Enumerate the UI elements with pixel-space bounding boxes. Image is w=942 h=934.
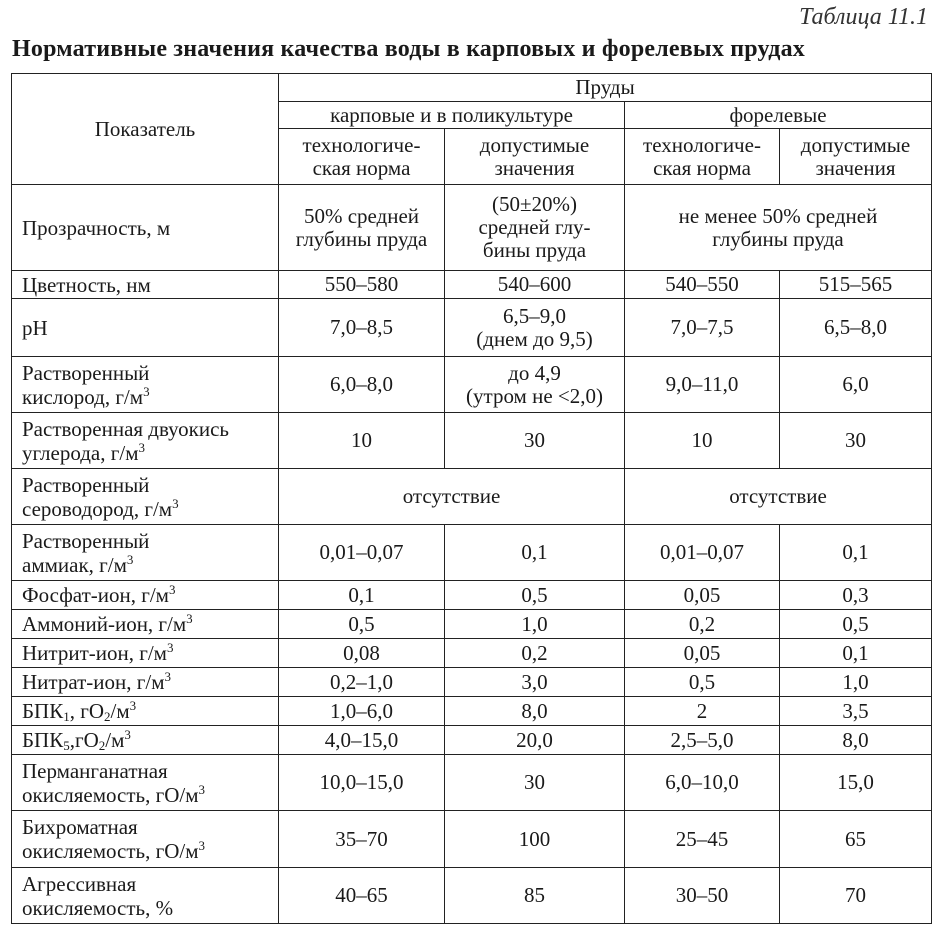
param-cell [12, 639, 279, 668]
value-line: до 4,9 [508, 360, 561, 385]
param-line: Растворенная двуокись [22, 416, 229, 441]
param-line: Перманганатная [22, 758, 168, 783]
param-cell [12, 726, 279, 755]
superscript: 3 [126, 551, 134, 567]
value-cell: 540–600 [445, 271, 625, 299]
table-row [12, 469, 932, 525]
superscript: 3 [129, 698, 137, 713]
param-line: окисляемость, % [22, 895, 174, 920]
value-cell: 6,5–8,0 [780, 299, 932, 357]
param-cell [12, 868, 279, 924]
header-tech-line: ская норма [653, 155, 751, 180]
superscript: 3 [198, 781, 206, 797]
param-line: БПК [22, 699, 64, 723]
param-cell [12, 697, 279, 726]
table-row [12, 581, 932, 610]
value-cell: 6,0 [780, 357, 932, 413]
superscript: 3 [198, 838, 206, 853]
superscript: 3 [124, 727, 131, 742]
value-cell [625, 185, 932, 271]
subscript: 5 [63, 738, 70, 753]
param-line: сероводород, г/м [22, 496, 173, 521]
param-line: окисляемость, гО/м [22, 839, 199, 863]
value-cell: 0,1 [279, 581, 445, 610]
value-cell: 10 [625, 413, 780, 469]
header-carp-allowed [445, 129, 625, 185]
header-tech-line: технологиче- [302, 132, 421, 157]
value-line: (утром не <2,0) [466, 383, 603, 408]
header-carp-tech [279, 129, 445, 185]
param-line: Бихроматная [22, 815, 138, 839]
param-line: БПК [22, 728, 64, 752]
value-line: (50±20%) [491, 192, 577, 216]
header-tech-line: ская норма [312, 155, 411, 180]
value-cell: 1,0 [445, 610, 625, 639]
value-cell: 15,0 [780, 755, 932, 811]
header-allowed-line: значения [494, 155, 575, 180]
value-cell: 0,1 [445, 525, 625, 581]
value-cell: 0,3 [780, 581, 932, 610]
table-row [12, 668, 932, 697]
header-allowed-line: допустимые [800, 132, 911, 157]
header-allowed-line: допустимые [479, 132, 590, 157]
value-cell: 10 [279, 413, 445, 469]
value-cell [445, 357, 625, 413]
value-cell: 0,5 [625, 668, 780, 697]
value-cell: 3,0 [445, 668, 625, 697]
value-cell: 10,0–15,0 [279, 755, 445, 811]
value-cell [279, 185, 445, 271]
param-cell: pH [12, 299, 279, 357]
value-cell: 7,0–8,5 [279, 299, 445, 357]
param-cell: Цветность, нм [12, 271, 279, 299]
value-cell: 70 [780, 868, 932, 924]
table-title: Нормативные значения качества воды в карповых и форелевых прудах [12, 36, 805, 62]
value-line: 50% средней [303, 203, 420, 228]
param-cell [12, 357, 279, 413]
value-cell: 30 [445, 755, 625, 811]
param-line: /м [105, 728, 125, 752]
param-cell: Прозрачность, м [12, 185, 279, 271]
value-cell: 30 [780, 413, 932, 469]
value-cell: 6,0–8,0 [279, 357, 445, 413]
param-line: Растворенный [22, 360, 150, 385]
value-line: бины пруда [482, 238, 587, 262]
superscript: 3 [164, 669, 171, 684]
superscript: 3 [186, 611, 193, 626]
param-line: Нитрит-ион, г/м [22, 641, 167, 665]
table-row [12, 697, 932, 726]
value-cell: 0,5 [445, 581, 625, 610]
param-line: аммиак, г/м [22, 552, 127, 577]
param-line: Фосфат-ион, г/м [22, 583, 169, 607]
value-cell: 0,5 [780, 610, 932, 639]
param-line: кислород, г/м [22, 384, 144, 409]
value-cell: 20,0 [445, 726, 625, 755]
table-row [12, 811, 932, 868]
param-cell [12, 581, 279, 610]
header-row [12, 74, 932, 102]
value-cell: 1,0 [780, 668, 932, 697]
value-cell: 0,05 [625, 581, 780, 610]
header-trout-allowed [780, 129, 932, 185]
param-line: Нитрат-ион, г/м [22, 670, 165, 694]
value-line: (днем до 9,5) [476, 326, 593, 351]
value-cell: 9,0–11,0 [625, 357, 780, 413]
param-line: Растворенный [22, 472, 150, 497]
table-row [12, 413, 932, 469]
value-line: глубины пруда [295, 226, 428, 251]
value-cell: отсутствие [279, 469, 625, 525]
value-cell: 1,0–6,0 [279, 697, 445, 726]
param-line: /м [110, 699, 130, 723]
value-cell: 4,0–15,0 [279, 726, 445, 755]
value-cell: 515–565 [780, 271, 932, 299]
value-cell: 0,2 [625, 610, 780, 639]
value-cell: 550–580 [279, 271, 445, 299]
header-carp: карповые и в поликультуре [279, 102, 625, 129]
param-line: окисляемость, гО/м [22, 782, 199, 807]
value-cell: 0,2 [445, 639, 625, 668]
value-cell: 30–50 [625, 868, 780, 924]
header-tech-line: технологиче- [643, 132, 761, 157]
value-cell: 85 [445, 868, 625, 924]
value-cell: 40–65 [279, 868, 445, 924]
value-cell: 0,1 [780, 525, 932, 581]
value-cell: 35–70 [279, 811, 445, 868]
value-cell: 2,5–5,0 [625, 726, 780, 755]
value-cell: 0,2–1,0 [279, 668, 445, 697]
subscript: 2 [104, 709, 111, 724]
param-cell [12, 668, 279, 697]
table-row [12, 525, 932, 581]
superscript: 3 [143, 383, 150, 399]
value-cell: 6,0–10,0 [625, 755, 780, 811]
value-line: глубины пруда [712, 226, 844, 251]
param-cell [12, 610, 279, 639]
param-cell [12, 755, 279, 811]
table-row [12, 357, 932, 413]
param-line: углерода, г/м [22, 440, 139, 465]
param-line: , гО [69, 699, 105, 723]
value-cell: 3,5 [780, 697, 932, 726]
table-row [12, 185, 932, 271]
param-line: ,гО [69, 728, 99, 752]
subscript: 1 [63, 709, 70, 724]
water-quality-table [11, 73, 932, 924]
value-cell: 8,0 [780, 726, 932, 755]
superscript: 3 [166, 640, 174, 655]
value-cell: 2 [625, 697, 780, 726]
value-cell: 0,08 [279, 639, 445, 668]
value-cell: 540–550 [625, 271, 780, 299]
value-cell: 0,05 [625, 639, 780, 668]
value-cell: 100 [445, 811, 625, 868]
value-line: средней глу- [478, 215, 591, 239]
superscript: 3 [138, 439, 145, 455]
superscript: 3 [172, 495, 179, 511]
param-cell [12, 469, 279, 525]
param-cell [12, 413, 279, 469]
value-cell: 0,1 [780, 639, 932, 668]
header-allowed-line: значения [815, 155, 896, 180]
value-cell: 65 [780, 811, 932, 868]
header-trout-tech [625, 129, 780, 185]
table-row [12, 610, 932, 639]
value-cell: 0,5 [279, 610, 445, 639]
value-cell: 25–45 [625, 811, 780, 868]
table-row [12, 639, 932, 668]
table-row [12, 271, 932, 299]
param-line: Аммоний-ион, г/м [22, 612, 187, 636]
param-line: Растворенный [22, 528, 150, 553]
value-cell: 7,0–7,5 [625, 299, 780, 357]
subscript: 2 [98, 738, 106, 753]
value-cell: 0,01–0,07 [279, 525, 445, 581]
header-indicator: Показатель [12, 74, 279, 185]
table-row [12, 868, 932, 924]
value-line: 6,5–9,0 [503, 303, 566, 328]
value-cell: 8,0 [445, 697, 625, 726]
param-line: Агрессивная [22, 871, 137, 896]
value-cell [445, 299, 625, 357]
table-row [12, 299, 932, 357]
table-number: Таблица 11.1 [799, 4, 928, 30]
param-cell [12, 811, 279, 868]
header-ponds: Пруды [279, 74, 932, 102]
superscript: 3 [168, 582, 176, 597]
value-cell: 0,01–0,07 [625, 525, 780, 581]
value-line: не менее 50% средней [678, 203, 878, 228]
param-cell [12, 525, 279, 581]
value-cell: отсутствие [625, 469, 932, 525]
table-row [12, 726, 932, 755]
header-trout: форелевые [625, 102, 932, 129]
value-cell: 30 [445, 413, 625, 469]
value-cell [445, 185, 625, 271]
table-row [12, 755, 932, 811]
